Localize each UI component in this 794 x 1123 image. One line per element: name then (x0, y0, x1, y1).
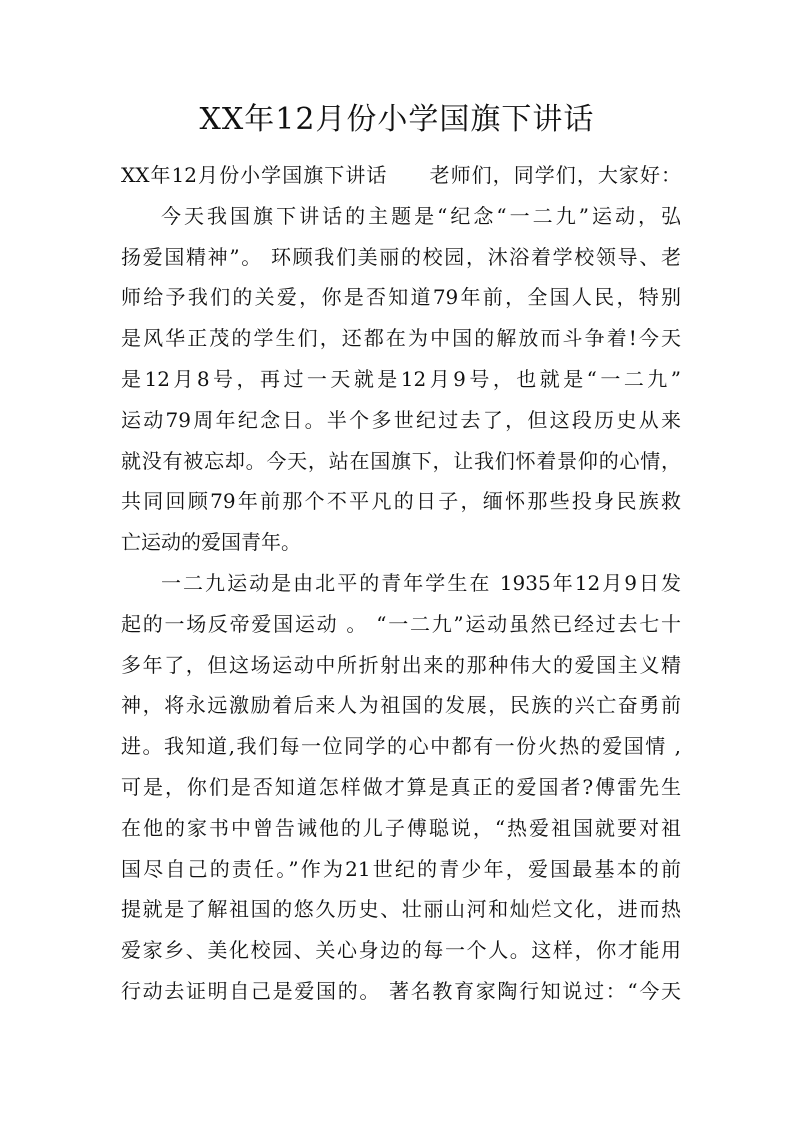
document-title: XX年12月份小学国旗下讲话 (199, 102, 595, 137)
text-line: 爱家乡、美化校园、关心身边的每一个人。这样，你才能用 (121, 938, 681, 963)
text-line: XX年12月份小学国旗下讲话 老师们，同学们，大家好： (121, 163, 681, 187)
text-line: 多年了，但这场运动中所折射出来的那种伟大的爱国主义精 (121, 652, 681, 677)
text-line: 提就是了解祖国的悠久历史、壮丽山河和灿烂文化，进而热 (121, 897, 681, 922)
text-line: 亡运动的爱国青年。 (121, 530, 301, 555)
text-line: 今天我国旗下讲话的主题是“纪念“一二九”运动，弘 (161, 203, 681, 228)
document-body (121, 155, 681, 1012)
text-line: 神，将永远激励着后来人为祖国的发展，民族的兴亡奋勇前 (121, 693, 681, 718)
text-line: 师给予我们的关爱，你是否知道79年前，全国人民，特别 (121, 285, 681, 310)
text-line: 国尽自己的责任。”作为21世纪的青少年，爱国最基本的前 (121, 856, 681, 881)
text-line: 就没有被忘却。今天，站在国旗下，让我们怀着景仰的心情， (121, 448, 681, 473)
text-line: 进。我知道,我们每一位同学的心中都有一份火热的爱国情 , (121, 734, 681, 759)
text-line: 一二九运动是由北平的青年学生在 1935年12月9日发 (161, 570, 681, 595)
text-line: 扬爱国精神”。 环顾我们美丽的校园，沐浴着学校领导、老 (121, 244, 681, 269)
text-line: 运动79周年纪念日。半个多世纪过去了，但这段历史从来 (121, 407, 681, 432)
text-line: 在他的家书中曾告诫他的儿子傅聪说，“热爱祖国就要对祖 (121, 815, 681, 840)
text-line: 起的一场反帝爱国运动 。 “一二九”运动虽然已经过去七十 (121, 611, 681, 636)
text-line: 可是，你们是否知道怎样做才算是真正的爱国者?傅雷先生 (121, 774, 681, 799)
text-line: 行动去证明自己是爱国的。 著名教育家陶行知说过：“今天 (121, 978, 681, 1003)
text-line: 是风华正茂的学生们，还都在为中国的解放而斗争着!今天 (121, 326, 681, 351)
text-line: 是12月8号，再过一天就是12月9号，也就是“一二九” (121, 366, 681, 391)
text-line: 共同回顾79年前那个不平凡的日子，缅怀那些投身民族救 (121, 489, 681, 514)
